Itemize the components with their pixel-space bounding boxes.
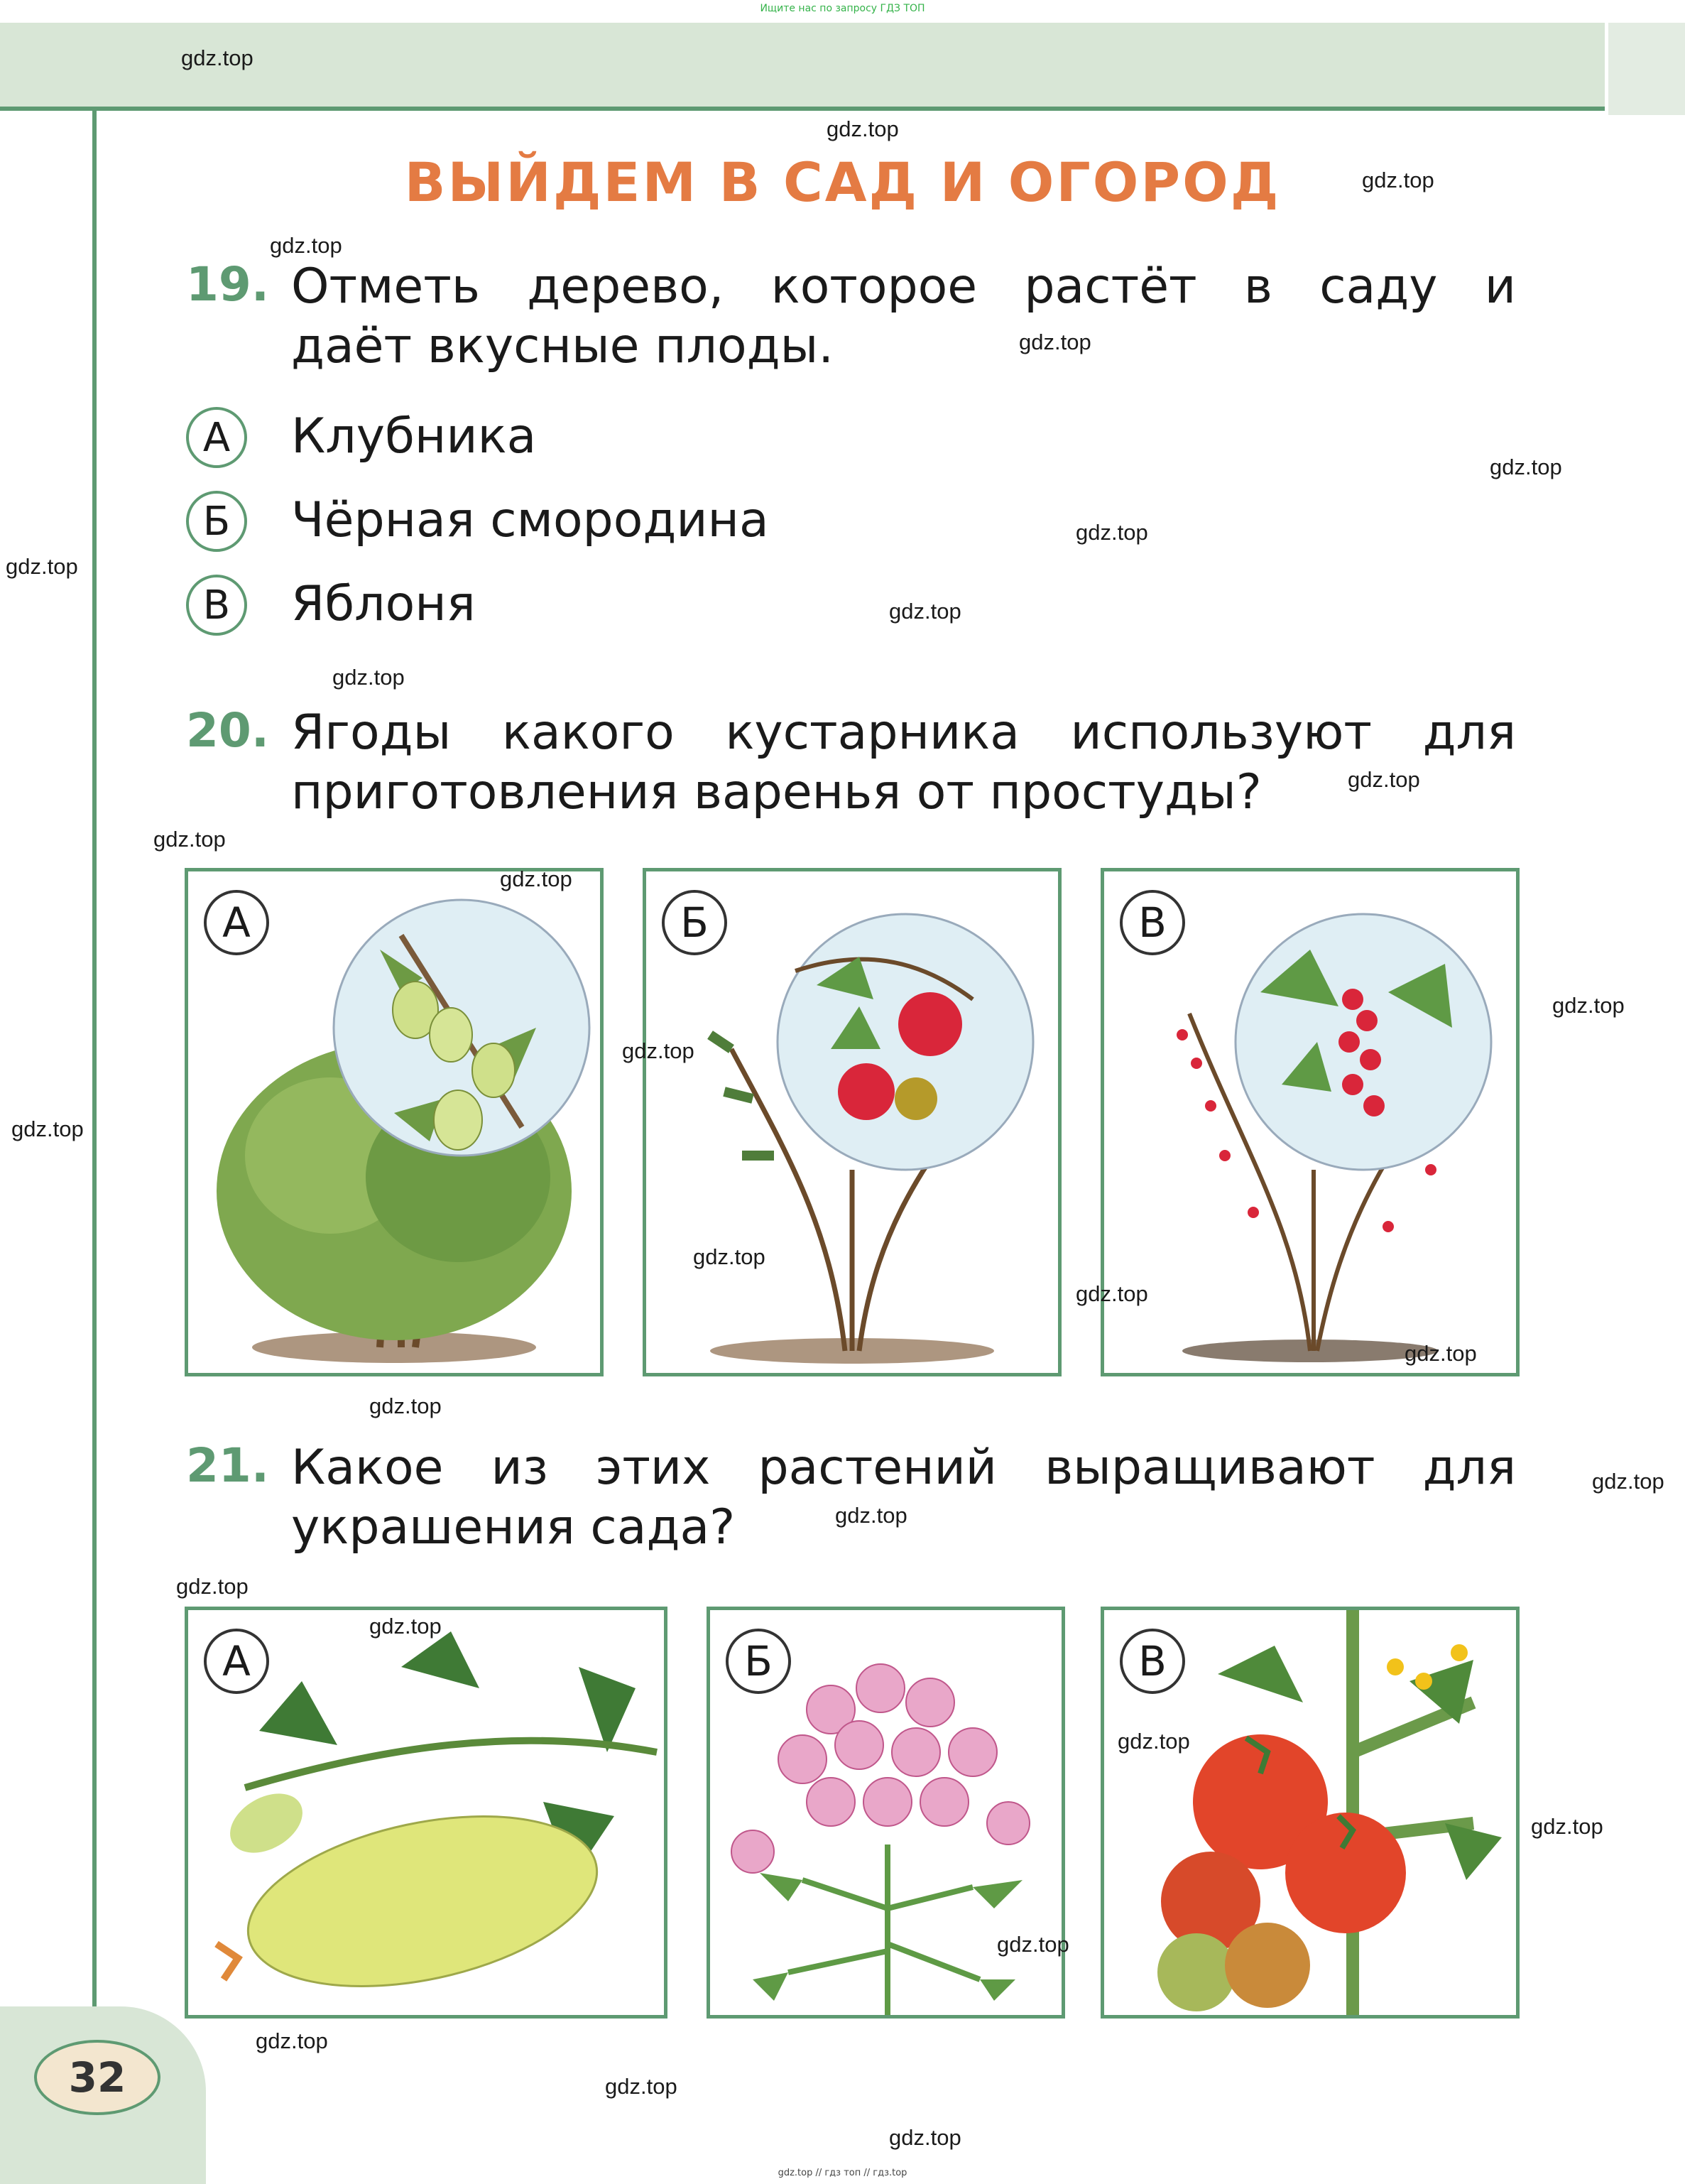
q19-number: 19.	[186, 257, 269, 312]
q19-option-c-circle[interactable]: В	[186, 575, 247, 636]
q20-card-c-letter: В	[1120, 890, 1185, 955]
q21-card-c[interactable]	[1101, 1607, 1520, 2019]
watermark: gdz.top	[693, 1244, 765, 1269]
watermark: gdz.top	[1076, 1281, 1148, 1306]
watermark: gdz.top	[6, 554, 78, 579]
q21-number: 21.	[186, 1438, 269, 1493]
q19-option-a-text: Клубника	[291, 408, 537, 464]
q20-card-c[interactable]	[1101, 868, 1520, 1376]
q19-text-line2: даёт вкусные плоды.	[291, 318, 834, 374]
watermark: gdz.top	[11, 1117, 84, 1141]
q21-card-a-letter: А	[204, 1629, 269, 1694]
watermark: gdz.top	[889, 2125, 961, 2150]
watermark: gdz.top	[1531, 1814, 1603, 1839]
q19-option-b-circle[interactable]: Б	[186, 491, 247, 552]
footer-note: gdz.top // гдз топ // гдз.top	[778, 2168, 907, 2178]
q19-option-b-text: Чёрная смородина	[291, 492, 769, 548]
watermark: gdz.top	[1348, 767, 1420, 792]
header-band-edge	[1608, 23, 1685, 115]
watermark: gdz.top	[1552, 993, 1625, 1018]
q19-text-line1: Отметь дерево, которое растёт в саду и	[291, 259, 1516, 315]
q21-text-line2: украшения сада?	[291, 1499, 736, 1555]
watermark: gdz.top	[827, 116, 899, 141]
page-number: 32	[34, 2040, 160, 2115]
q20-number: 20.	[186, 703, 269, 758]
watermark: gdz.top	[1405, 1341, 1477, 1366]
margin-line	[92, 107, 97, 2017]
top-note: Ищите нас по запросу ГДЗ ТОП	[760, 3, 925, 14]
watermark: gdz.top	[153, 827, 226, 852]
watermark: gdz.top	[1362, 168, 1434, 192]
watermark: gdz.top	[176, 1574, 249, 1599]
q20-card-a[interactable]	[185, 868, 604, 1376]
q21-card-b-letter: Б	[726, 1629, 791, 1694]
watermark: gdz.top	[256, 2028, 328, 2053]
watermark: gdz.top	[332, 665, 405, 690]
q20-text-line1: Ягоды какого кустарника используют для	[291, 705, 1516, 761]
watermark: gdz.top	[1490, 455, 1562, 479]
watermark: gdz.top	[835, 1503, 907, 1528]
page-title: ВЫЙДЕМ В САД И ОГОРОД	[404, 151, 1281, 214]
watermark: gdz.top	[369, 1393, 442, 1418]
watermark: gdz.top	[605, 2074, 677, 2099]
q19-option-c-text: Яблоня	[291, 576, 476, 632]
q20-card-b-letter: Б	[662, 890, 727, 955]
q20-card-a-letter: А	[204, 890, 269, 955]
q21-card-c-letter: В	[1120, 1629, 1185, 1694]
watermark: gdz.top	[1076, 520, 1148, 545]
q21-card-a[interactable]	[185, 1607, 667, 2019]
watermark: gdz.top	[889, 599, 961, 624]
watermark: gdz.top	[500, 866, 572, 891]
watermark: gdz.top	[997, 1932, 1069, 1957]
watermark: gdz.top	[1019, 330, 1091, 354]
q21-text-line1: Какое из этих растений выращивают для	[291, 1440, 1516, 1496]
q20-card-b[interactable]	[643, 868, 1062, 1376]
watermark: gdz.top	[622, 1038, 694, 1063]
watermark: gdz.top	[270, 233, 342, 258]
watermark: gdz.top	[1118, 1729, 1190, 1754]
q19-option-a-circle[interactable]: А	[186, 407, 247, 468]
q20-text-line2: приготовления варенья от простуды?	[291, 764, 1262, 820]
watermark: gdz.top	[1592, 1469, 1664, 1494]
watermark: gdz.top	[181, 45, 253, 70]
watermark: gdz.top	[369, 1614, 442, 1639]
